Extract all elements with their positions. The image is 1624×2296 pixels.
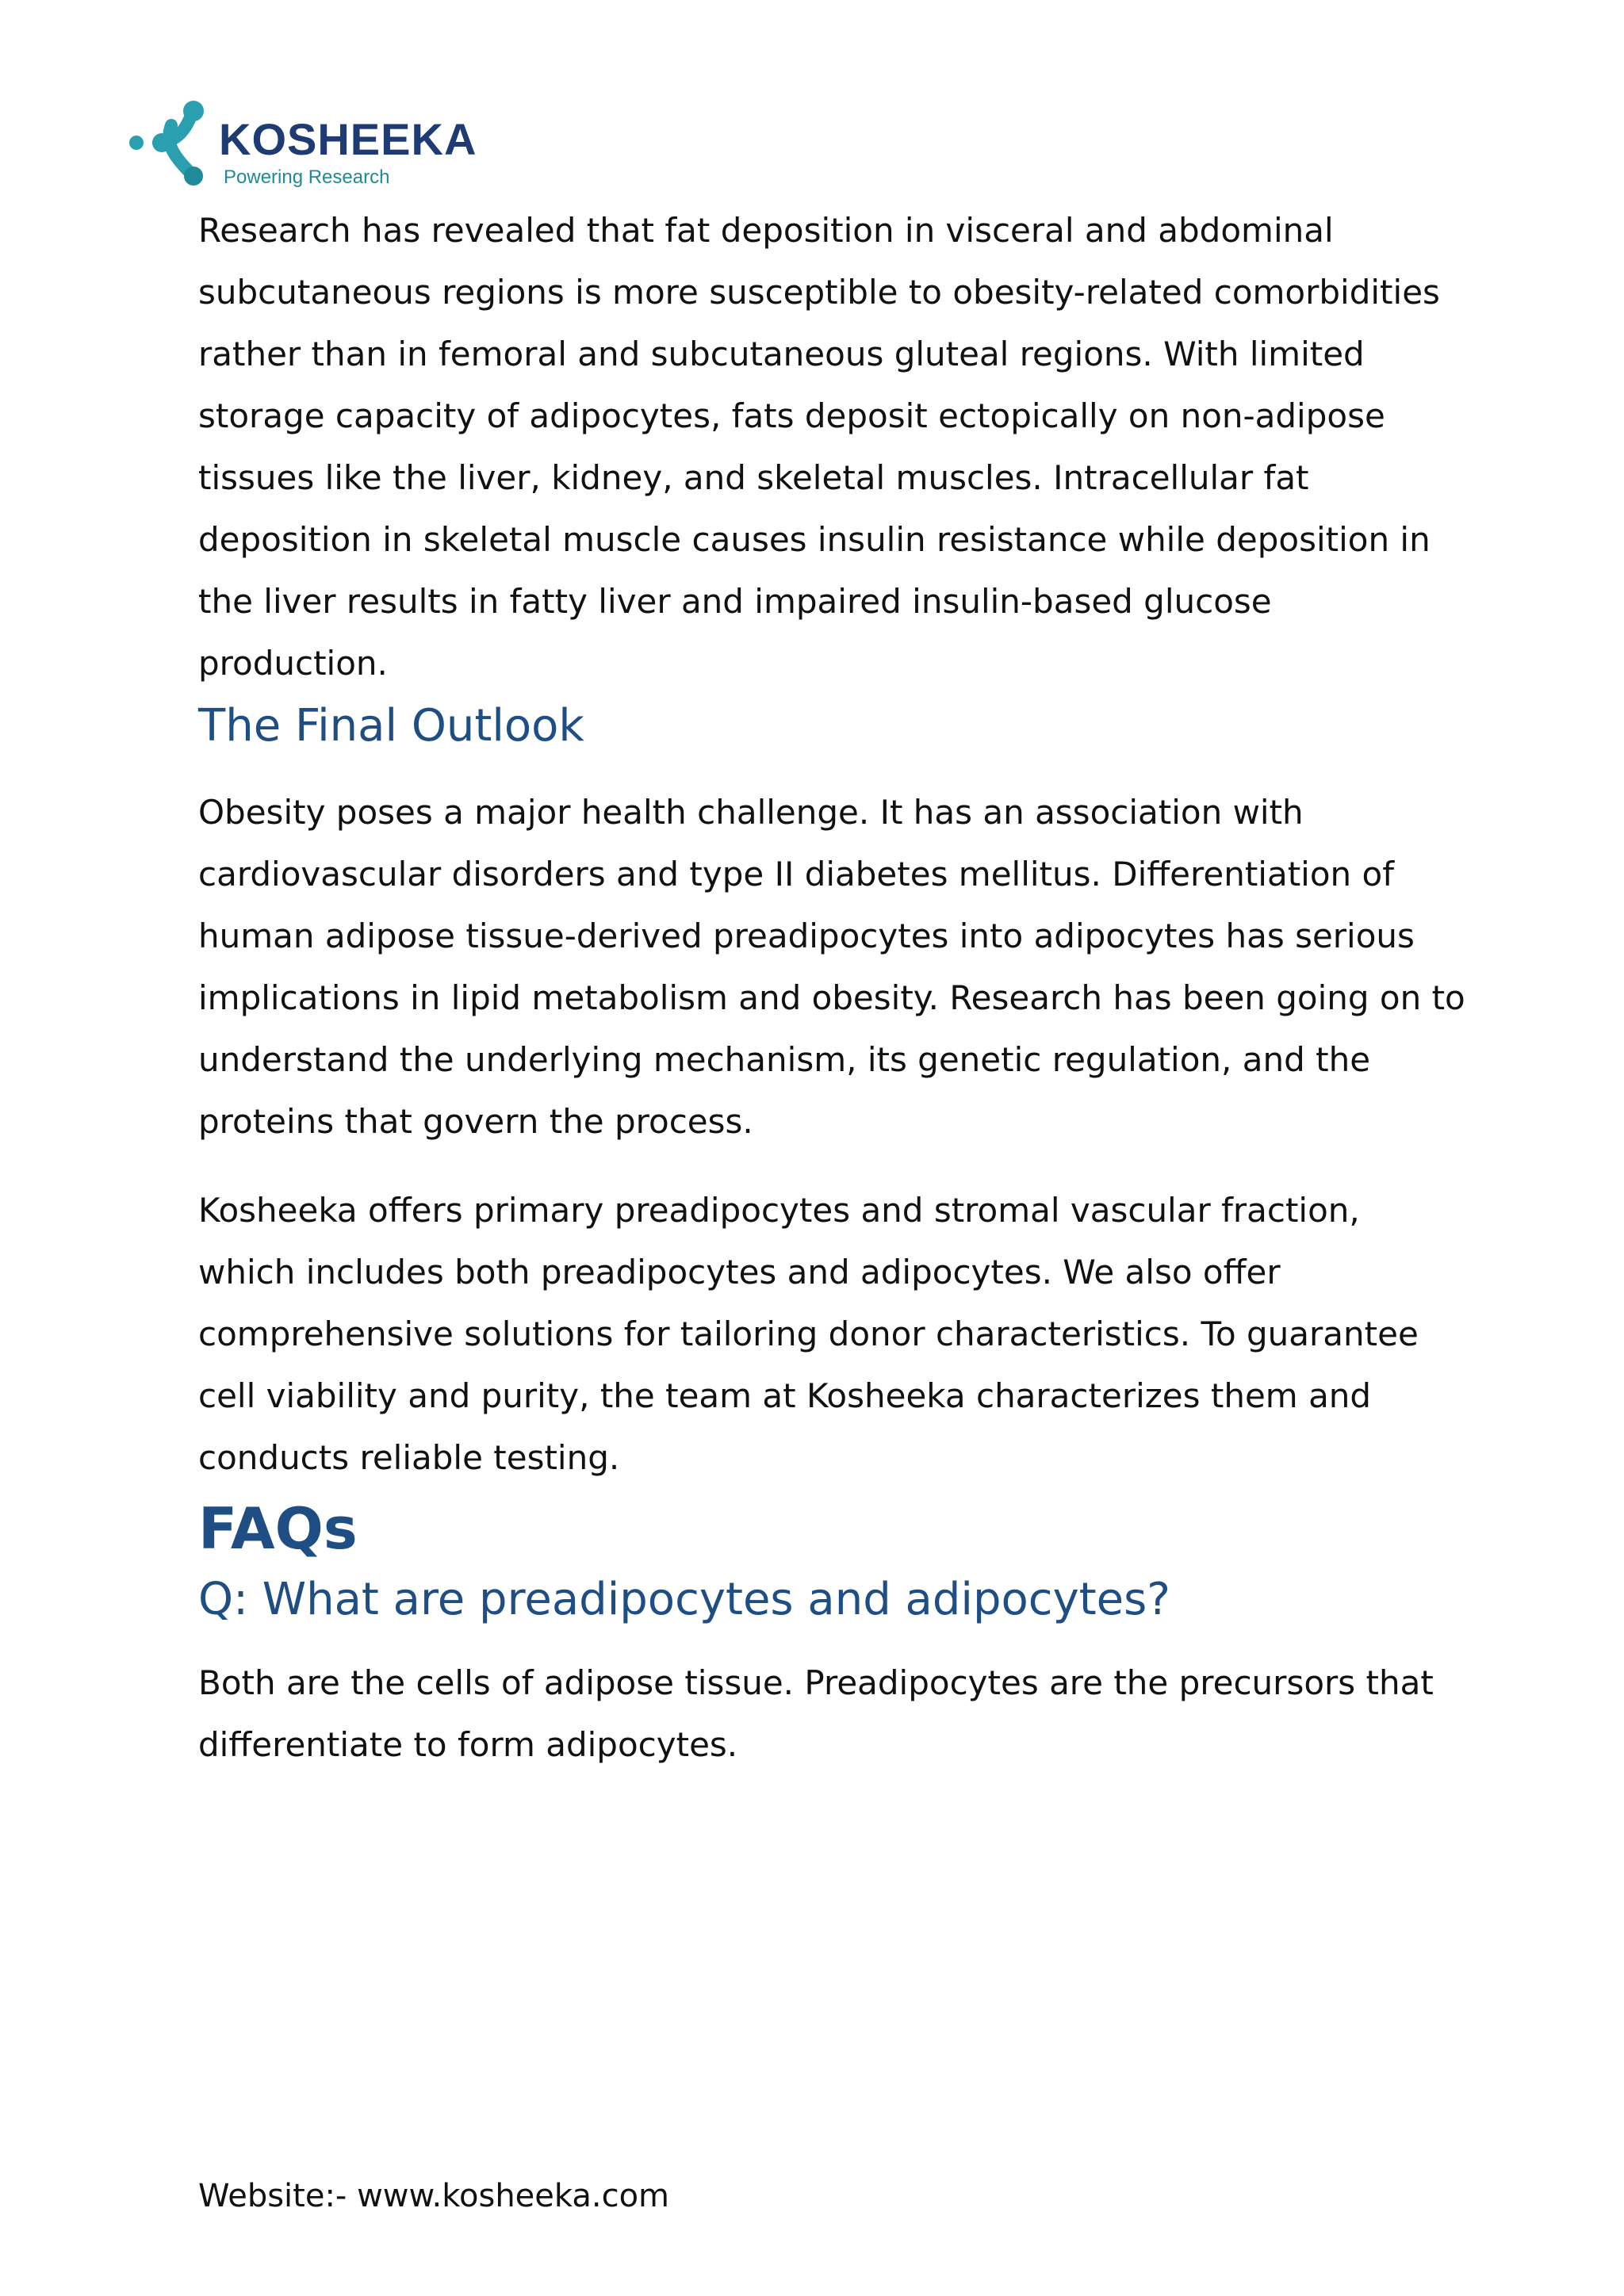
heading-faqs: FAQs bbox=[198, 1495, 358, 1562]
faq-answer: Both are the cells of adipose tissue. Preadipocytes are the precursors that differentiate to form adipocytes. bbox=[198, 1663, 1434, 1764]
logo-name: KOSHEEKA bbox=[219, 114, 477, 164]
paragraph-obesity: Obesity poses a major health challenge. It has an association with cardiovascular disorders and type II diabetes mellitus. Differentiation of human adipose tissue-derived preadipocytes into adipocytes has serious implications in lipid metabolism and obesity. Research has been going on to understand the underlying mechanism, its genetic regulation, and the proteins that govern the process. bbox=[198, 793, 1465, 1141]
molecule-logo-icon bbox=[127, 94, 222, 193]
document-body bbox=[198, 200, 1467, 1776]
paragraph-fat-deposition: Research has revealed that fat deposition in visceral and abdominal subcutaneous regions is more susceptible to obesity-related comorbidities rather than in femoral and subcutaneous gluteal regions. With limited storage capacity of adipocytes, fats deposit ectopically on non-adipose tissues like the liver, kidney, and skeletal muscles. Intracellular fat deposition in skeletal muscle causes insulin resistance while deposition in the liver results in fatty liver and impaired insulin-based glucose production. bbox=[198, 211, 1440, 683]
paragraph-kosheeka-offers: Kosheeka offers primary preadipocytes and stromal vascular fraction, which includes both preadipocytes and adipocytes. We also offer comprehensive solutions for tailoring donor characteristics. To guarantee cell viability and purity, the team at Kosheeka characterizes them and conducts reliable testing. bbox=[198, 1191, 1419, 1477]
heading-final-outlook: The Final Outlook bbox=[198, 700, 584, 752]
logo-tagline: Powering Research bbox=[224, 166, 390, 188]
faq-question: Q: What are preadipocytes and adipocytes? bbox=[198, 1574, 1171, 1625]
footer-website: Website:- www.kosheeka.com bbox=[198, 2178, 670, 2214]
company-logo bbox=[127, 94, 508, 193]
